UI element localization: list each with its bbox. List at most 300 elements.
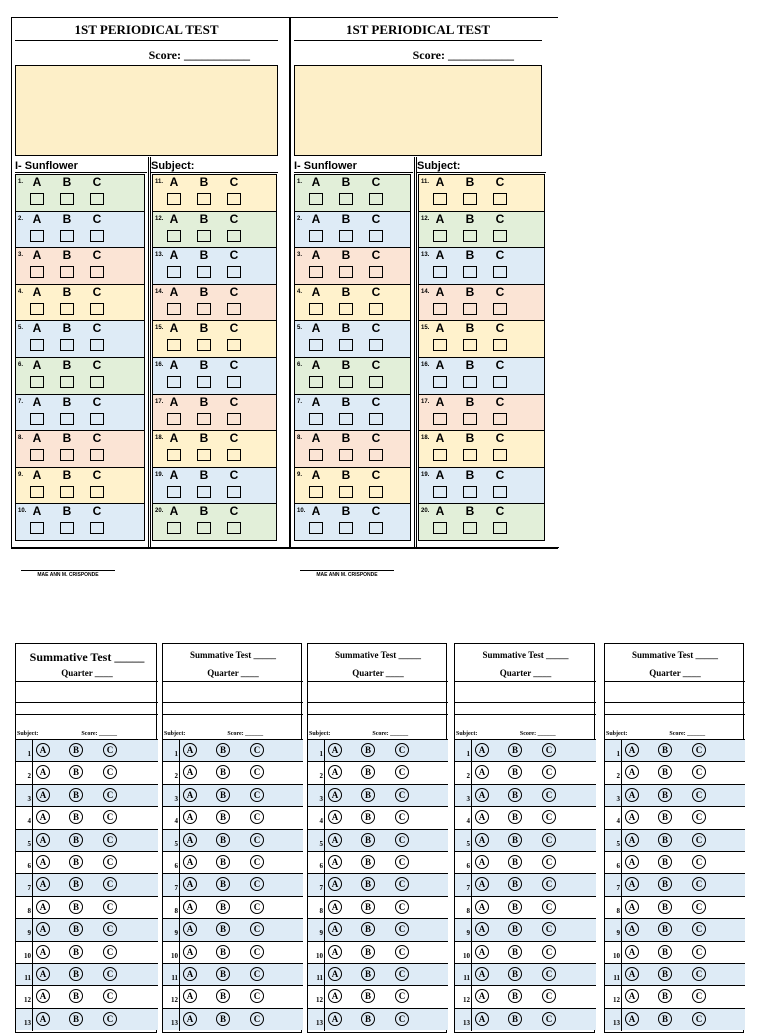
option-bubble-a[interactable]: A xyxy=(475,967,489,981)
answer-checkbox-b[interactable] xyxy=(197,230,211,242)
answer-checkbox-a[interactable] xyxy=(433,303,447,315)
answer-checkbox-c[interactable] xyxy=(227,266,241,278)
answer-checkbox-c[interactable] xyxy=(369,376,383,388)
option-bubble-c[interactable]: C xyxy=(692,1012,706,1026)
option-bubble-a[interactable]: A xyxy=(36,833,50,847)
name-area[interactable] xyxy=(15,65,278,156)
option-bubble-a[interactable]: A xyxy=(475,855,489,869)
answer-checkbox-c[interactable] xyxy=(90,303,104,315)
option-bubble-a[interactable]: A xyxy=(625,900,639,914)
option-bubble-c[interactable]: C xyxy=(103,743,117,757)
option-bubble-c[interactable]: C xyxy=(103,788,117,802)
option-bubble-b[interactable]: B xyxy=(216,855,230,869)
option-bubble-a[interactable]: A xyxy=(475,922,489,936)
option-bubble-c[interactable]: C xyxy=(542,833,556,847)
option-bubble-a[interactable]: A xyxy=(475,743,489,757)
answer-checkbox-a[interactable] xyxy=(30,449,44,461)
answer-checkbox-b[interactable] xyxy=(463,376,477,388)
answer-checkbox-c[interactable] xyxy=(493,449,507,461)
option-bubble-b[interactable]: B xyxy=(361,1012,375,1026)
answer-checkbox-a[interactable] xyxy=(30,522,44,534)
option-bubble-c[interactable]: C xyxy=(692,967,706,981)
option-bubble-a[interactable]: A xyxy=(475,765,489,779)
option-bubble-a[interactable]: A xyxy=(328,1012,342,1026)
option-bubble-c[interactable]: C xyxy=(692,922,706,936)
answer-checkbox-b[interactable] xyxy=(339,413,353,425)
answer-checkbox-a[interactable] xyxy=(167,193,181,205)
answer-checkbox-a[interactable] xyxy=(30,193,44,205)
option-bubble-c[interactable]: C xyxy=(250,810,264,824)
answer-checkbox-a[interactable] xyxy=(167,486,181,498)
option-bubble-a[interactable]: A xyxy=(36,743,50,757)
answer-checkbox-a[interactable] xyxy=(433,413,447,425)
option-bubble-b[interactable]: B xyxy=(69,945,83,959)
answer-checkbox-c[interactable] xyxy=(493,413,507,425)
option-bubble-b[interactable]: B xyxy=(361,743,375,757)
option-bubble-c[interactable]: C xyxy=(103,1012,117,1026)
option-bubble-a[interactable]: A xyxy=(328,922,342,936)
name-line[interactable] xyxy=(163,682,303,703)
option-bubble-a[interactable]: A xyxy=(36,855,50,869)
option-bubble-c[interactable]: C xyxy=(542,922,556,936)
option-bubble-a[interactable]: A xyxy=(475,900,489,914)
option-bubble-c[interactable]: C xyxy=(103,967,117,981)
answer-checkbox-b[interactable] xyxy=(60,376,74,388)
answer-checkbox-b[interactable] xyxy=(339,193,353,205)
answer-checkbox-c[interactable] xyxy=(227,339,241,351)
answer-checkbox-b[interactable] xyxy=(463,339,477,351)
option-bubble-c[interactable]: C xyxy=(103,989,117,1003)
option-bubble-a[interactable]: A xyxy=(183,810,197,824)
option-bubble-b[interactable]: B xyxy=(658,833,672,847)
option-bubble-b[interactable]: B xyxy=(361,788,375,802)
option-bubble-a[interactable]: A xyxy=(328,743,342,757)
answer-checkbox-c[interactable] xyxy=(90,413,104,425)
answer-checkbox-b[interactable] xyxy=(197,303,211,315)
option-bubble-a[interactable]: A xyxy=(36,810,50,824)
option-bubble-c[interactable]: C xyxy=(542,788,556,802)
option-bubble-c[interactable]: C xyxy=(542,900,556,914)
option-bubble-a[interactable]: A xyxy=(625,788,639,802)
option-bubble-c[interactable]: C xyxy=(103,877,117,891)
option-bubble-a[interactable]: A xyxy=(36,900,50,914)
option-bubble-b[interactable]: B xyxy=(69,765,83,779)
answer-checkbox-c[interactable] xyxy=(227,413,241,425)
option-bubble-b[interactable]: B xyxy=(508,922,522,936)
answer-checkbox-c[interactable] xyxy=(369,449,383,461)
answer-checkbox-b[interactable] xyxy=(197,413,211,425)
answer-checkbox-a[interactable] xyxy=(167,449,181,461)
option-bubble-b[interactable]: B xyxy=(658,900,672,914)
answer-checkbox-a[interactable] xyxy=(309,193,323,205)
option-bubble-c[interactable]: C xyxy=(250,900,264,914)
name-area[interactable] xyxy=(294,65,542,156)
answer-checkbox-a[interactable] xyxy=(309,303,323,315)
answer-checkbox-c[interactable] xyxy=(369,339,383,351)
answer-checkbox-c[interactable] xyxy=(369,486,383,498)
option-bubble-b[interactable]: B xyxy=(216,765,230,779)
answer-checkbox-c[interactable] xyxy=(369,230,383,242)
answer-checkbox-b[interactable] xyxy=(463,266,477,278)
option-bubble-b[interactable]: B xyxy=(361,765,375,779)
option-bubble-a[interactable]: A xyxy=(328,765,342,779)
option-bubble-a[interactable]: A xyxy=(475,945,489,959)
answer-checkbox-b[interactable] xyxy=(197,376,211,388)
option-bubble-c[interactable]: C xyxy=(250,922,264,936)
answer-checkbox-c[interactable] xyxy=(227,522,241,534)
answer-checkbox-c[interactable] xyxy=(493,230,507,242)
answer-checkbox-a[interactable] xyxy=(30,376,44,388)
option-bubble-c[interactable]: C xyxy=(250,967,264,981)
answer-checkbox-a[interactable] xyxy=(309,376,323,388)
option-bubble-c[interactable]: C xyxy=(395,877,409,891)
answer-checkbox-a[interactable] xyxy=(30,339,44,351)
option-bubble-c[interactable]: C xyxy=(395,967,409,981)
answer-checkbox-c[interactable] xyxy=(369,193,383,205)
option-bubble-a[interactable]: A xyxy=(183,967,197,981)
option-bubble-a[interactable]: A xyxy=(183,877,197,891)
answer-checkbox-a[interactable] xyxy=(167,376,181,388)
option-bubble-a[interactable]: A xyxy=(183,1012,197,1026)
option-bubble-b[interactable]: B xyxy=(508,989,522,1003)
option-bubble-a[interactable]: A xyxy=(183,833,197,847)
option-bubble-b[interactable]: B xyxy=(361,900,375,914)
option-bubble-c[interactable]: C xyxy=(542,1012,556,1026)
option-bubble-b[interactable]: B xyxy=(361,922,375,936)
option-bubble-c[interactable]: C xyxy=(692,810,706,824)
option-bubble-a[interactable]: A xyxy=(475,989,489,1003)
option-bubble-b[interactable]: B xyxy=(658,877,672,891)
option-bubble-a[interactable]: A xyxy=(36,765,50,779)
answer-checkbox-c[interactable] xyxy=(493,522,507,534)
answer-checkbox-c[interactable] xyxy=(493,193,507,205)
answer-checkbox-b[interactable] xyxy=(60,193,74,205)
option-bubble-a[interactable]: A xyxy=(625,743,639,757)
answer-checkbox-a[interactable] xyxy=(30,486,44,498)
answer-checkbox-a[interactable] xyxy=(433,266,447,278)
option-bubble-b[interactable]: B xyxy=(216,900,230,914)
option-bubble-a[interactable]: A xyxy=(183,989,197,1003)
option-bubble-c[interactable]: C xyxy=(395,743,409,757)
answer-checkbox-b[interactable] xyxy=(339,266,353,278)
option-bubble-a[interactable]: A xyxy=(625,967,639,981)
option-bubble-c[interactable]: C xyxy=(395,1012,409,1026)
answer-checkbox-b[interactable] xyxy=(463,303,477,315)
option-bubble-b[interactable]: B xyxy=(361,833,375,847)
option-bubble-c[interactable]: C xyxy=(692,877,706,891)
option-bubble-c[interactable]: C xyxy=(103,833,117,847)
option-bubble-a[interactable]: A xyxy=(36,788,50,802)
option-bubble-a[interactable]: A xyxy=(36,989,50,1003)
option-bubble-a[interactable]: A xyxy=(183,743,197,757)
option-bubble-c[interactable]: C xyxy=(395,855,409,869)
answer-checkbox-c[interactable] xyxy=(227,193,241,205)
option-bubble-b[interactable]: B xyxy=(361,989,375,1003)
option-bubble-b[interactable]: B xyxy=(69,788,83,802)
section-line[interactable] xyxy=(308,703,448,715)
answer-checkbox-b[interactable] xyxy=(60,266,74,278)
answer-checkbox-a[interactable] xyxy=(30,303,44,315)
answer-checkbox-c[interactable] xyxy=(227,486,241,498)
answer-checkbox-b[interactable] xyxy=(197,266,211,278)
option-bubble-a[interactable]: A xyxy=(625,922,639,936)
answer-checkbox-c[interactable] xyxy=(493,339,507,351)
section-line[interactable] xyxy=(163,703,303,715)
option-bubble-a[interactable]: A xyxy=(625,989,639,1003)
section-line[interactable] xyxy=(455,703,596,715)
answer-checkbox-b[interactable] xyxy=(339,522,353,534)
option-bubble-b[interactable]: B xyxy=(658,788,672,802)
option-bubble-c[interactable]: C xyxy=(250,1012,264,1026)
option-bubble-b[interactable]: B xyxy=(69,743,83,757)
option-bubble-a[interactable]: A xyxy=(328,967,342,981)
answer-checkbox-b[interactable] xyxy=(197,193,211,205)
name-line[interactable] xyxy=(16,682,158,703)
option-bubble-c[interactable]: C xyxy=(542,877,556,891)
option-bubble-c[interactable]: C xyxy=(395,989,409,1003)
answer-checkbox-b[interactable] xyxy=(339,486,353,498)
answer-checkbox-c[interactable] xyxy=(493,376,507,388)
answer-checkbox-a[interactable] xyxy=(167,522,181,534)
option-bubble-c[interactable]: C xyxy=(103,945,117,959)
answer-checkbox-a[interactable] xyxy=(433,486,447,498)
option-bubble-c[interactable]: C xyxy=(395,810,409,824)
option-bubble-b[interactable]: B xyxy=(216,989,230,1003)
option-bubble-a[interactable]: A xyxy=(625,855,639,869)
option-bubble-a[interactable]: A xyxy=(36,922,50,936)
option-bubble-b[interactable]: B xyxy=(216,945,230,959)
option-bubble-a[interactable]: A xyxy=(625,1012,639,1026)
answer-checkbox-a[interactable] xyxy=(167,230,181,242)
option-bubble-b[interactable]: B xyxy=(658,855,672,869)
option-bubble-a[interactable]: A xyxy=(625,765,639,779)
answer-checkbox-b[interactable] xyxy=(463,522,477,534)
option-bubble-a[interactable]: A xyxy=(36,1012,50,1026)
option-bubble-c[interactable]: C xyxy=(250,877,264,891)
answer-checkbox-b[interactable] xyxy=(60,413,74,425)
answer-checkbox-a[interactable] xyxy=(309,266,323,278)
option-bubble-c[interactable]: C xyxy=(250,855,264,869)
option-bubble-a[interactable]: A xyxy=(475,877,489,891)
section-line[interactable] xyxy=(605,703,745,715)
answer-checkbox-c[interactable] xyxy=(369,266,383,278)
answer-checkbox-c[interactable] xyxy=(369,413,383,425)
answer-checkbox-c[interactable] xyxy=(90,266,104,278)
option-bubble-c[interactable]: C xyxy=(692,989,706,1003)
option-bubble-b[interactable]: B xyxy=(361,855,375,869)
answer-checkbox-a[interactable] xyxy=(433,376,447,388)
option-bubble-c[interactable]: C xyxy=(542,743,556,757)
answer-checkbox-b[interactable] xyxy=(60,230,74,242)
option-bubble-b[interactable]: B xyxy=(69,900,83,914)
option-bubble-b[interactable]: B xyxy=(658,743,672,757)
option-bubble-a[interactable]: A xyxy=(475,810,489,824)
option-bubble-c[interactable]: C xyxy=(103,810,117,824)
answer-checkbox-c[interactable] xyxy=(90,230,104,242)
answer-checkbox-b[interactable] xyxy=(463,413,477,425)
name-line[interactable] xyxy=(455,682,596,703)
option-bubble-a[interactable]: A xyxy=(625,877,639,891)
answer-checkbox-c[interactable] xyxy=(227,230,241,242)
answer-checkbox-b[interactable] xyxy=(339,339,353,351)
name-line[interactable] xyxy=(605,682,745,703)
option-bubble-a[interactable]: A xyxy=(36,877,50,891)
option-bubble-b[interactable]: B xyxy=(658,989,672,1003)
answer-checkbox-c[interactable] xyxy=(493,486,507,498)
answer-checkbox-b[interactable] xyxy=(463,230,477,242)
option-bubble-b[interactable]: B xyxy=(508,945,522,959)
option-bubble-b[interactable]: B xyxy=(508,900,522,914)
answer-checkbox-b[interactable] xyxy=(60,449,74,461)
answer-checkbox-b[interactable] xyxy=(463,193,477,205)
option-bubble-b[interactable]: B xyxy=(658,1012,672,1026)
answer-checkbox-c[interactable] xyxy=(90,376,104,388)
option-bubble-a[interactable]: A xyxy=(328,989,342,1003)
answer-checkbox-c[interactable] xyxy=(227,303,241,315)
option-bubble-a[interactable]: A xyxy=(328,945,342,959)
option-bubble-c[interactable]: C xyxy=(395,833,409,847)
answer-checkbox-b[interactable] xyxy=(339,303,353,315)
option-bubble-c[interactable]: C xyxy=(395,900,409,914)
answer-checkbox-c[interactable] xyxy=(227,376,241,388)
option-bubble-a[interactable]: A xyxy=(183,765,197,779)
option-bubble-a[interactable]: A xyxy=(328,900,342,914)
option-bubble-c[interactable]: C xyxy=(250,833,264,847)
answer-checkbox-b[interactable] xyxy=(60,486,74,498)
answer-checkbox-a[interactable] xyxy=(167,303,181,315)
option-bubble-b[interactable]: B xyxy=(508,833,522,847)
option-bubble-c[interactable]: C xyxy=(250,743,264,757)
option-bubble-b[interactable]: B xyxy=(361,877,375,891)
option-bubble-b[interactable]: B xyxy=(216,833,230,847)
option-bubble-a[interactable]: A xyxy=(625,833,639,847)
option-bubble-b[interactable]: B xyxy=(508,1012,522,1026)
answer-checkbox-b[interactable] xyxy=(197,522,211,534)
option-bubble-a[interactable]: A xyxy=(183,922,197,936)
option-bubble-b[interactable]: B xyxy=(216,967,230,981)
option-bubble-b[interactable]: B xyxy=(508,967,522,981)
answer-checkbox-b[interactable] xyxy=(197,486,211,498)
option-bubble-c[interactable]: C xyxy=(103,900,117,914)
answer-checkbox-a[interactable] xyxy=(433,230,447,242)
option-bubble-c[interactable]: C xyxy=(250,945,264,959)
answer-checkbox-a[interactable] xyxy=(433,522,447,534)
option-bubble-b[interactable]: B xyxy=(216,922,230,936)
answer-checkbox-b[interactable] xyxy=(463,449,477,461)
answer-checkbox-b[interactable] xyxy=(60,522,74,534)
answer-checkbox-c[interactable] xyxy=(90,522,104,534)
option-bubble-b[interactable]: B xyxy=(508,743,522,757)
option-bubble-c[interactable]: C xyxy=(395,945,409,959)
answer-checkbox-b[interactable] xyxy=(197,449,211,461)
option-bubble-a[interactable]: A xyxy=(183,788,197,802)
option-bubble-a[interactable]: A xyxy=(183,900,197,914)
answer-checkbox-a[interactable] xyxy=(433,449,447,461)
option-bubble-a[interactable]: A xyxy=(328,833,342,847)
option-bubble-c[interactable]: C xyxy=(542,855,556,869)
option-bubble-b[interactable]: B xyxy=(69,989,83,1003)
option-bubble-a[interactable]: A xyxy=(36,945,50,959)
answer-checkbox-c[interactable] xyxy=(227,449,241,461)
answer-checkbox-c[interactable] xyxy=(90,486,104,498)
option-bubble-c[interactable]: C xyxy=(542,945,556,959)
option-bubble-c[interactable]: C xyxy=(250,989,264,1003)
option-bubble-b[interactable]: B xyxy=(508,788,522,802)
option-bubble-b[interactable]: B xyxy=(69,1012,83,1026)
answer-checkbox-a[interactable] xyxy=(309,449,323,461)
option-bubble-b[interactable]: B xyxy=(508,877,522,891)
answer-checkbox-b[interactable] xyxy=(463,486,477,498)
option-bubble-b[interactable]: B xyxy=(658,945,672,959)
option-bubble-c[interactable]: C xyxy=(250,788,264,802)
option-bubble-c[interactable]: C xyxy=(542,765,556,779)
answer-checkbox-a[interactable] xyxy=(309,413,323,425)
option-bubble-c[interactable]: C xyxy=(542,810,556,824)
answer-checkbox-c[interactable] xyxy=(493,303,507,315)
answer-checkbox-c[interactable] xyxy=(493,266,507,278)
option-bubble-c[interactable]: C xyxy=(692,945,706,959)
option-bubble-a[interactable]: A xyxy=(625,945,639,959)
option-bubble-b[interactable]: B xyxy=(216,810,230,824)
option-bubble-b[interactable]: B xyxy=(658,810,672,824)
option-bubble-a[interactable]: A xyxy=(183,855,197,869)
answer-checkbox-b[interactable] xyxy=(60,339,74,351)
answer-checkbox-b[interactable] xyxy=(60,303,74,315)
option-bubble-a[interactable]: A xyxy=(625,810,639,824)
option-bubble-b[interactable]: B xyxy=(508,765,522,779)
option-bubble-c[interactable]: C xyxy=(542,967,556,981)
option-bubble-c[interactable]: C xyxy=(103,922,117,936)
option-bubble-c[interactable]: C xyxy=(692,855,706,869)
option-bubble-b[interactable]: B xyxy=(216,788,230,802)
option-bubble-c[interactable]: C xyxy=(103,855,117,869)
option-bubble-c[interactable]: C xyxy=(692,743,706,757)
option-bubble-b[interactable]: B xyxy=(69,877,83,891)
option-bubble-c[interactable]: C xyxy=(103,765,117,779)
option-bubble-a[interactable]: A xyxy=(328,810,342,824)
option-bubble-b[interactable]: B xyxy=(361,810,375,824)
option-bubble-a[interactable]: A xyxy=(183,945,197,959)
answer-checkbox-a[interactable] xyxy=(167,266,181,278)
option-bubble-b[interactable]: B xyxy=(69,855,83,869)
option-bubble-a[interactable]: A xyxy=(475,788,489,802)
option-bubble-c[interactable]: C xyxy=(692,788,706,802)
option-bubble-c[interactable]: C xyxy=(692,833,706,847)
answer-checkbox-a[interactable] xyxy=(433,193,447,205)
option-bubble-b[interactable]: B xyxy=(361,967,375,981)
option-bubble-b[interactable]: B xyxy=(658,967,672,981)
name-line[interactable] xyxy=(308,682,448,703)
option-bubble-b[interactable]: B xyxy=(216,1012,230,1026)
option-bubble-b[interactable]: B xyxy=(69,922,83,936)
option-bubble-b[interactable]: B xyxy=(508,855,522,869)
answer-checkbox-b[interactable] xyxy=(197,339,211,351)
option-bubble-a[interactable]: A xyxy=(36,967,50,981)
option-bubble-a[interactable]: A xyxy=(328,855,342,869)
option-bubble-b[interactable]: B xyxy=(69,967,83,981)
answer-checkbox-a[interactable] xyxy=(30,230,44,242)
answer-checkbox-a[interactable] xyxy=(433,339,447,351)
option-bubble-b[interactable]: B xyxy=(658,922,672,936)
answer-checkbox-b[interactable] xyxy=(339,230,353,242)
answer-checkbox-a[interactable] xyxy=(167,339,181,351)
option-bubble-b[interactable]: B xyxy=(216,877,230,891)
answer-checkbox-a[interactable] xyxy=(167,413,181,425)
answer-checkbox-a[interactable] xyxy=(30,266,44,278)
answer-checkbox-a[interactable] xyxy=(309,522,323,534)
option-bubble-c[interactable]: C xyxy=(542,989,556,1003)
option-bubble-c[interactable]: C xyxy=(250,765,264,779)
